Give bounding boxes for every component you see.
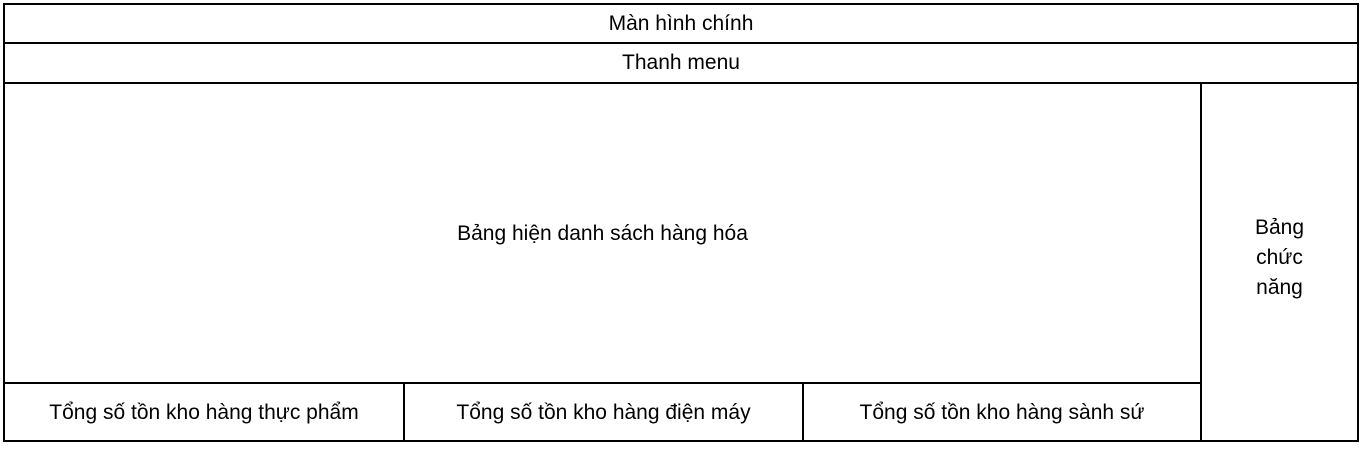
goods-list-panel-label: Bảng hiện danh sách hàng hóa <box>457 222 748 245</box>
ceramics-inventory-total-label: Tổng số tồn kho hàng sành sứ <box>859 401 1145 424</box>
electronics-inventory-total <box>405 384 804 440</box>
food-inventory-total <box>5 384 405 440</box>
function-panel[interactable] <box>1202 84 1357 440</box>
main-screen-title <box>5 5 1357 44</box>
electronics-inventory-total-label: Tổng số tồn kho hàng điện máy <box>456 401 751 424</box>
ceramics-inventory-total <box>804 384 1202 440</box>
menu-bar-label: Thanh menu <box>622 51 740 74</box>
function-panel-label: Bảng chức năng <box>1254 216 1305 299</box>
food-inventory-total-label: Tổng số tồn kho hàng thực phẩm <box>49 401 359 424</box>
main-screen-title-label: Màn hình chính <box>608 11 754 35</box>
goods-list-panel[interactable] <box>5 84 1202 384</box>
main-screen-frame <box>3 3 1359 442</box>
menu-bar[interactable] <box>5 44 1357 84</box>
